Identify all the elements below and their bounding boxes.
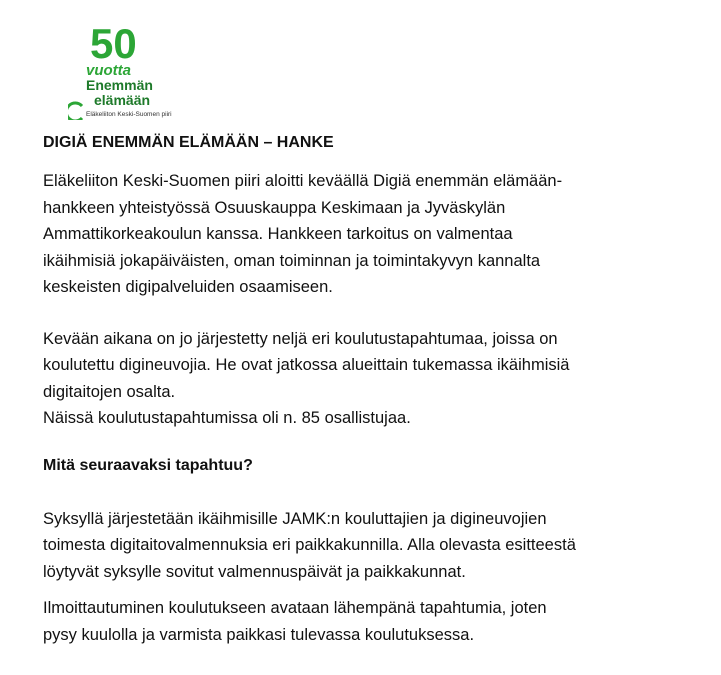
text-line: digitaitojen osalta. [43,382,176,401]
logo-line2: Enemmän [86,77,153,93]
text-line: Ilmoittautuminen koulutukseen avataan lähempänä tapahtumia, joten [43,599,547,617]
text-line: keskeisten digipalveluiden osaamiseen. [43,278,333,296]
text-line: pysy kuulolla ja varmista paikkasi tulevassa koulutuksessa. [43,625,475,644]
logo-org: Eläkeliiton Keski-Suomen piiri [86,111,172,118]
text-line: Näissä koulutustapahtumissa oli n. 85 osallistujaa. [43,409,411,427]
next-heading: Mitä seuraavaksi tapahtuu? [43,456,253,474]
text-line: ikäihmisiä jokapäiväisten, oman toiminnan ja toimintakyvyn kannalta [43,251,541,270]
text-line: koulutettu digineuvojia. He ovat jatkossa alueittain tukemassa ikäihmisiä [43,356,570,374]
logo-number: 50 [90,20,137,67]
logo-line1: vuotta [86,62,131,79]
text-line: Eläkeliiton Keski-Suomen piiri aloitti keväällä Digiä enemmän elämään- [43,172,563,190]
text-line: Ammattikorkeakoulun kanssa. Hankkeen tarkoitus on valmentaa [43,225,513,243]
text-line: löytyvät syksylle sovitut valmennuspäivät ja paikkakunnat. [43,562,466,581]
logo-swoosh-icon [68,103,82,120]
spring-paragraph [43,326,683,432]
logo-line3: elämään [94,92,151,108]
text-line: Syksyllä järjestetään ikäihmisille JAMK:n kouluttajien ja digineuvojien [43,509,547,528]
autumn-paragraph [43,506,683,586]
text-line: hankkeen yhteistyössä Osuuskauppa Keskimaan ja Jyväskylän [43,198,506,217]
text-line: Kevään aikana on jo järjestetty neljä eri koulutustapahtumaa, joissa on [43,329,558,348]
logo [68,20,186,120]
document-title: DIGIÄ ENEMMÄN ELÄMÄÄN – HANKE [43,134,334,151]
document-body [43,130,683,648]
intro-paragraph [43,168,683,301]
signup-paragraph [43,595,683,648]
text-line: toimesta digitaitovalmennuksia eri paikkakunnilla. Alla olevasta esitteestä [43,536,576,554]
elakeliitto-logo-icon [68,20,186,120]
